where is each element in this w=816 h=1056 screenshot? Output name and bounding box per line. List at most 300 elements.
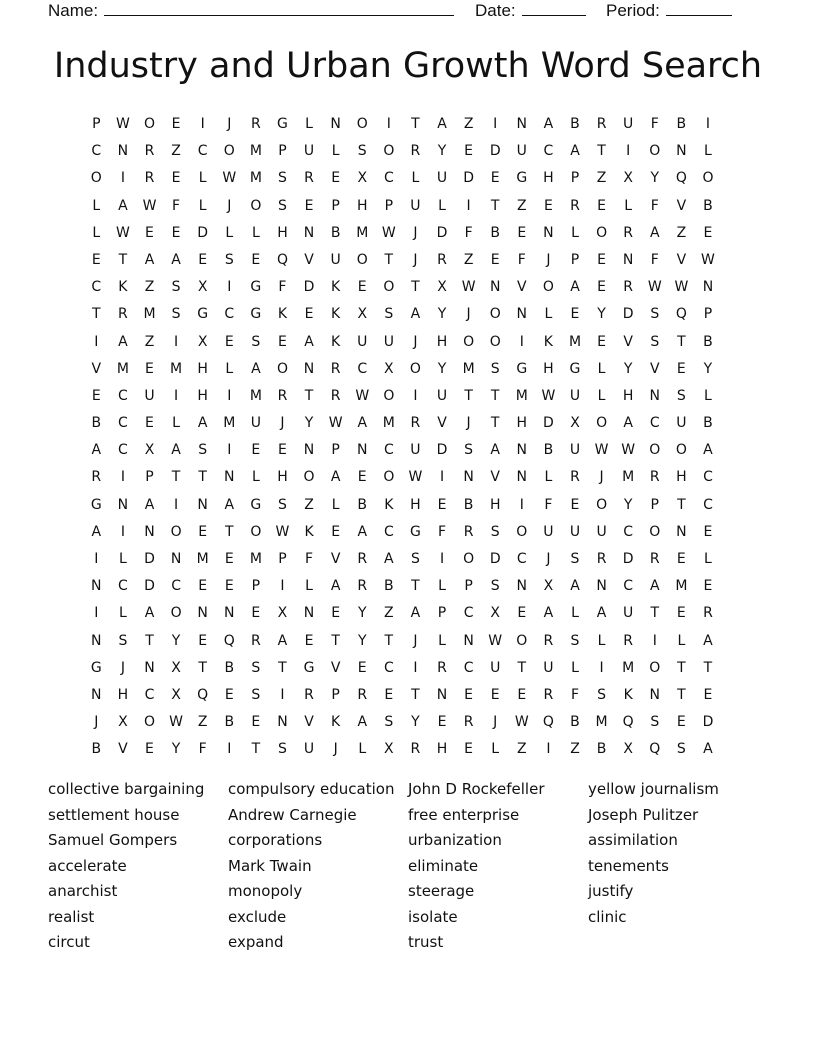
- grid-letter[interactable]: I: [413, 659, 418, 676]
- grid-letter[interactable]: M: [249, 143, 262, 160]
- grid-letter[interactable]: N: [224, 605, 235, 622]
- grid-letter[interactable]: I: [227, 387, 232, 404]
- grid-letter[interactable]: V: [649, 360, 660, 377]
- grid-letter[interactable]: C: [224, 306, 235, 323]
- grid-letter[interactable]: H: [410, 496, 421, 513]
- grid-letter[interactable]: W: [621, 442, 636, 459]
- grid-letter[interactable]: E: [171, 224, 181, 241]
- grid-letter[interactable]: A: [144, 605, 155, 622]
- grid-letter[interactable]: S: [410, 551, 420, 567]
- grid-letter[interactable]: E: [251, 442, 261, 459]
- grid-letter[interactable]: U: [569, 387, 581, 404]
- grid-letter[interactable]: O: [516, 523, 528, 540]
- grid-letter[interactable]: T: [198, 659, 207, 676]
- grid-letter[interactable]: N: [649, 387, 660, 404]
- grid-letter[interactable]: Z: [570, 741, 580, 758]
- grid-letter[interactable]: F: [437, 523, 447, 540]
- grid-letter[interactable]: M: [356, 224, 369, 241]
- grid-letter[interactable]: X: [277, 605, 288, 622]
- grid-letter[interactable]: T: [251, 741, 261, 758]
- grid-letter[interactable]: E: [278, 442, 287, 459]
- grid-letter[interactable]: W: [275, 523, 290, 540]
- grid-letter[interactable]: C: [623, 578, 634, 595]
- grid-letter[interactable]: K: [118, 279, 128, 296]
- grid-letter[interactable]: X: [490, 605, 500, 622]
- grid-letter[interactable]: I: [120, 170, 125, 187]
- grid-letter[interactable]: A: [490, 442, 500, 459]
- grid-letter[interactable]: Q: [197, 686, 209, 703]
- grid-letter[interactable]: Y: [437, 360, 447, 377]
- grid-letter[interactable]: Y: [357, 605, 367, 622]
- grid-letter[interactable]: I: [493, 116, 498, 132]
- grid-letter[interactable]: O: [250, 523, 262, 540]
- grid-letter[interactable]: M: [170, 360, 183, 377]
- grid-letter[interactable]: K: [331, 306, 341, 323]
- grid-letter[interactable]: L: [331, 143, 340, 160]
- grid-letter[interactable]: H: [277, 469, 288, 486]
- grid-letter[interactable]: E: [570, 306, 580, 323]
- grid-letter[interactable]: U: [623, 116, 634, 132]
- grid-letter[interactable]: R: [596, 551, 607, 567]
- grid-letter[interactable]: S: [650, 306, 660, 323]
- grid-letter[interactable]: P: [92, 116, 101, 132]
- grid-letter[interactable]: Y: [597, 306, 606, 323]
- grid-letter[interactable]: K: [304, 523, 314, 540]
- grid-letter[interactable]: N: [330, 116, 341, 132]
- grid-letter[interactable]: E: [676, 714, 686, 731]
- grid-letter[interactable]: A: [596, 605, 607, 622]
- grid-letter[interactable]: S: [171, 306, 181, 323]
- grid-letter[interactable]: E: [437, 714, 447, 731]
- grid-letter[interactable]: E: [597, 197, 606, 214]
- grid-letter[interactable]: E: [543, 197, 553, 214]
- grid-letter[interactable]: J: [280, 415, 285, 432]
- grid-letter[interactable]: R: [357, 551, 368, 567]
- grid-letter[interactable]: B: [703, 197, 713, 214]
- grid-letter[interactable]: L: [305, 116, 313, 132]
- grid-letter[interactable]: E: [357, 659, 367, 676]
- grid-letter[interactable]: V: [91, 360, 102, 377]
- grid-letter[interactable]: E: [251, 714, 261, 731]
- grid-letter[interactable]: S: [278, 496, 287, 513]
- grid-letter[interactable]: A: [623, 415, 633, 432]
- grid-letter[interactable]: Y: [411, 714, 420, 731]
- grid-letter[interactable]: A: [144, 496, 155, 513]
- grid-letter[interactable]: S: [357, 143, 367, 160]
- grid-letter[interactable]: J: [546, 251, 551, 268]
- grid-letter[interactable]: E: [145, 360, 154, 377]
- grid-letter[interactable]: L: [172, 415, 180, 432]
- grid-letter[interactable]: D: [489, 143, 501, 160]
- grid-letter[interactable]: O: [702, 170, 714, 187]
- grid-letter[interactable]: W: [594, 442, 609, 459]
- grid-letter[interactable]: O: [143, 116, 155, 132]
- grid-letter[interactable]: N: [224, 469, 235, 486]
- grid-letter[interactable]: R: [330, 360, 341, 377]
- grid-letter[interactable]: O: [170, 523, 182, 540]
- grid-letter[interactable]: L: [571, 224, 579, 241]
- grid-letter[interactable]: G: [277, 116, 288, 132]
- grid-letter[interactable]: T: [597, 143, 606, 160]
- grid-letter[interactable]: F: [464, 224, 473, 241]
- grid-letter[interactable]: R: [410, 741, 421, 758]
- grid-letter[interactable]: O: [276, 360, 288, 377]
- grid-letter[interactable]: I: [466, 197, 471, 214]
- grid-letter[interactable]: Y: [703, 360, 713, 377]
- grid-letter[interactable]: O: [383, 469, 395, 486]
- grid-letter[interactable]: L: [704, 551, 712, 567]
- grid-letter[interactable]: S: [278, 170, 287, 187]
- grid-letter[interactable]: Z: [144, 333, 155, 350]
- period-field[interactable]: [606, 0, 732, 20]
- grid-letter[interactable]: E: [517, 686, 527, 703]
- grid-letter[interactable]: K: [331, 279, 341, 296]
- grid-letter[interactable]: D: [144, 551, 155, 567]
- grid-letter[interactable]: J: [227, 197, 232, 214]
- grid-letter[interactable]: A: [118, 197, 128, 214]
- grid-letter[interactable]: U: [490, 659, 501, 676]
- grid-letter[interactable]: R: [596, 116, 607, 132]
- grid-letter[interactable]: I: [174, 387, 179, 404]
- grid-letter[interactable]: B: [91, 741, 102, 758]
- grid-letter[interactable]: F: [570, 686, 580, 703]
- grid-letter[interactable]: O: [463, 333, 475, 350]
- grid-letter[interactable]: T: [171, 469, 181, 486]
- grid-letter[interactable]: R: [304, 170, 314, 187]
- grid-letter[interactable]: E: [490, 686, 500, 703]
- grid-letter[interactable]: E: [676, 360, 686, 377]
- grid-letter[interactable]: A: [277, 632, 288, 649]
- grid-letter[interactable]: L: [704, 143, 712, 160]
- grid-letter[interactable]: F: [278, 279, 287, 296]
- grid-letter[interactable]: T: [92, 306, 101, 323]
- grid-letter[interactable]: L: [198, 197, 207, 214]
- grid-letter[interactable]: I: [705, 116, 711, 132]
- grid-letter[interactable]: L: [438, 632, 446, 649]
- grid-letter[interactable]: S: [650, 714, 660, 731]
- grid-letter[interactable]: M: [249, 551, 262, 567]
- grid-letter[interactable]: N: [622, 251, 634, 268]
- grid-letter[interactable]: A: [118, 333, 128, 350]
- grid-letter[interactable]: S: [597, 686, 607, 703]
- grid-letter[interactable]: O: [303, 469, 315, 486]
- grid-letter[interactable]: H: [117, 686, 129, 703]
- grid-letter[interactable]: C: [91, 279, 102, 296]
- grid-letter[interactable]: K: [331, 714, 341, 731]
- grid-letter[interactable]: T: [677, 333, 686, 350]
- grid-letter[interactable]: E: [464, 741, 474, 758]
- grid-letter[interactable]: S: [251, 686, 261, 703]
- grid-letter[interactable]: E: [171, 170, 181, 187]
- grid-letter[interactable]: V: [437, 415, 447, 432]
- grid-letter[interactable]: V: [304, 714, 314, 731]
- date-field[interactable]: [475, 0, 586, 20]
- grid-letter[interactable]: N: [596, 578, 607, 595]
- grid-letter[interactable]: T: [331, 632, 340, 649]
- grid-letter[interactable]: U: [569, 523, 581, 540]
- grid-letter[interactable]: U: [436, 387, 448, 404]
- grid-letter[interactable]: I: [439, 551, 445, 567]
- grid-letter[interactable]: R: [357, 686, 368, 703]
- grid-letter[interactable]: N: [91, 632, 102, 649]
- grid-letter[interactable]: A: [384, 551, 394, 567]
- grid-letter[interactable]: W: [514, 714, 529, 731]
- grid-letter[interactable]: M: [143, 306, 156, 323]
- grid-letter[interactable]: O: [409, 360, 421, 377]
- grid-letter[interactable]: P: [384, 197, 394, 214]
- grid-letter[interactable]: F: [650, 116, 659, 132]
- grid-letter[interactable]: H: [197, 387, 208, 404]
- grid-letter[interactable]: J: [94, 714, 99, 731]
- grid-letter[interactable]: A: [649, 578, 660, 595]
- grid-letter[interactable]: G: [250, 279, 262, 296]
- grid-letter[interactable]: Q: [649, 741, 661, 758]
- grid-letter[interactable]: Y: [437, 306, 447, 323]
- name-blank-line[interactable]: [104, 0, 454, 16]
- grid-letter[interactable]: E: [357, 279, 367, 296]
- grid-letter[interactable]: B: [703, 333, 713, 350]
- grid-letter[interactable]: I: [413, 387, 418, 404]
- grid-letter[interactable]: I: [120, 523, 125, 540]
- grid-letter[interactable]: B: [543, 442, 554, 459]
- grid-letter[interactable]: I: [94, 605, 99, 622]
- grid-letter[interactable]: A: [703, 741, 713, 758]
- grid-letter[interactable]: V: [304, 251, 314, 268]
- grid-letter[interactable]: O: [596, 496, 608, 513]
- grid-letter[interactable]: L: [677, 632, 686, 649]
- grid-letter[interactable]: E: [224, 578, 234, 595]
- grid-letter[interactable]: U: [623, 605, 634, 622]
- grid-letter[interactable]: G: [569, 360, 581, 377]
- grid-letter[interactable]: R: [623, 632, 634, 649]
- grid-letter[interactable]: C: [171, 578, 181, 595]
- grid-letter[interactable]: N: [277, 714, 288, 731]
- grid-letter[interactable]: V: [330, 659, 341, 676]
- grid-letter[interactable]: H: [622, 387, 634, 404]
- grid-letter[interactable]: X: [384, 360, 394, 377]
- grid-letter[interactable]: P: [570, 170, 580, 187]
- grid-letter[interactable]: C: [463, 659, 474, 676]
- grid-letter[interactable]: G: [303, 659, 315, 676]
- grid-letter[interactable]: N: [463, 632, 474, 649]
- grid-letter[interactable]: T: [198, 469, 207, 486]
- grid-letter[interactable]: W: [488, 632, 503, 649]
- grid-letter[interactable]: B: [570, 116, 580, 132]
- grid-letter[interactable]: F: [172, 197, 181, 214]
- grid-letter[interactable]: Z: [144, 279, 155, 296]
- grid-letter[interactable]: O: [383, 279, 395, 296]
- grid-letter[interactable]: I: [386, 116, 391, 132]
- grid-letter[interactable]: U: [436, 170, 448, 187]
- grid-letter[interactable]: J: [413, 333, 418, 350]
- grid-letter[interactable]: X: [197, 279, 208, 296]
- grid-letter[interactable]: Z: [676, 224, 687, 241]
- grid-letter[interactable]: A: [91, 523, 102, 540]
- name-field[interactable]: [48, 0, 454, 20]
- grid-letter[interactable]: F: [198, 741, 207, 758]
- grid-letter[interactable]: M: [622, 659, 635, 676]
- grid-letter[interactable]: A: [171, 251, 181, 268]
- grid-letter[interactable]: P: [703, 306, 713, 323]
- grid-letter[interactable]: M: [196, 551, 209, 567]
- grid-letter[interactable]: P: [650, 496, 659, 513]
- grid-letter[interactable]: R: [118, 306, 128, 323]
- grid-letter[interactable]: I: [599, 659, 604, 676]
- grid-letter[interactable]: T: [677, 496, 686, 513]
- grid-letter[interactable]: V: [676, 197, 687, 214]
- grid-letter[interactable]: W: [541, 387, 556, 404]
- grid-letter[interactable]: N: [144, 523, 155, 540]
- grid-letter[interactable]: E: [703, 224, 713, 241]
- grid-letter[interactable]: P: [331, 442, 340, 459]
- grid-letter[interactable]: E: [198, 523, 208, 540]
- grid-letter[interactable]: I: [519, 333, 524, 350]
- grid-letter[interactable]: L: [544, 469, 553, 486]
- grid-letter[interactable]: Z: [517, 197, 527, 214]
- grid-letter[interactable]: R: [410, 415, 421, 432]
- grid-letter[interactable]: L: [225, 224, 234, 241]
- grid-letter[interactable]: S: [490, 578, 500, 595]
- grid-letter[interactable]: G: [90, 659, 102, 676]
- grid-letter[interactable]: O: [250, 197, 262, 214]
- grid-letter[interactable]: N: [516, 469, 528, 486]
- grid-letter[interactable]: N: [197, 496, 208, 513]
- grid-letter[interactable]: E: [597, 333, 606, 350]
- grid-letter[interactable]: I: [200, 116, 205, 132]
- grid-letter[interactable]: K: [331, 333, 341, 350]
- grid-letter[interactable]: T: [677, 659, 686, 676]
- grid-letter[interactable]: M: [223, 415, 236, 432]
- grid-letter[interactable]: R: [623, 224, 634, 241]
- grid-letter[interactable]: L: [118, 605, 127, 622]
- grid-letter[interactable]: N: [303, 224, 315, 241]
- grid-letter[interactable]: I: [280, 686, 285, 703]
- grid-letter[interactable]: O: [649, 659, 661, 676]
- grid-letter[interactable]: L: [331, 496, 340, 513]
- grid-letter[interactable]: J: [599, 469, 604, 486]
- grid-letter[interactable]: U: [330, 251, 341, 268]
- grid-letter[interactable]: C: [649, 415, 660, 432]
- grid-letter[interactable]: D: [463, 170, 474, 187]
- grid-letter[interactable]: N: [516, 306, 528, 323]
- grid-letter[interactable]: H: [436, 333, 448, 350]
- grid-letter[interactable]: L: [571, 659, 579, 676]
- grid-letter[interactable]: Y: [623, 496, 633, 513]
- grid-letter[interactable]: F: [517, 251, 526, 268]
- grid-letter[interactable]: F: [305, 551, 314, 567]
- grid-letter[interactable]: E: [198, 578, 208, 595]
- grid-letter[interactable]: E: [91, 387, 101, 404]
- grid-letter[interactable]: H: [356, 197, 368, 214]
- grid-letter[interactable]: W: [115, 224, 130, 241]
- grid-letter[interactable]: D: [303, 279, 315, 296]
- grid-letter[interactable]: W: [142, 197, 157, 214]
- grid-letter[interactable]: B: [224, 659, 235, 676]
- grid-letter[interactable]: D: [489, 551, 501, 567]
- grid-letter[interactable]: N: [676, 523, 687, 540]
- grid-letter[interactable]: M: [622, 469, 635, 486]
- grid-letter[interactable]: I: [439, 469, 445, 486]
- grid-letter[interactable]: L: [358, 741, 367, 758]
- grid-letter[interactable]: A: [330, 578, 341, 595]
- grid-letter[interactable]: R: [649, 469, 660, 486]
- grid-letter[interactable]: N: [303, 360, 315, 377]
- grid-letter[interactable]: I: [626, 143, 631, 160]
- grid-letter[interactable]: S: [650, 333, 660, 350]
- grid-letter[interactable]: Q: [675, 306, 687, 323]
- grid-letter[interactable]: A: [357, 415, 368, 432]
- grid-letter[interactable]: S: [251, 333, 261, 350]
- grid-letter[interactable]: A: [410, 605, 421, 622]
- grid-letter[interactable]: O: [356, 251, 368, 268]
- grid-letter[interactable]: I: [546, 741, 551, 758]
- grid-letter[interactable]: J: [546, 551, 551, 567]
- grid-letter[interactable]: R: [357, 578, 368, 595]
- grid-letter[interactable]: B: [224, 714, 235, 731]
- grid-letter[interactable]: B: [91, 415, 102, 432]
- grid-letter[interactable]: B: [570, 714, 580, 731]
- grid-letter[interactable]: V: [676, 251, 687, 268]
- grid-letter[interactable]: H: [516, 415, 528, 432]
- grid-letter[interactable]: P: [251, 578, 261, 595]
- grid-letter[interactable]: C: [118, 442, 128, 459]
- grid-letter[interactable]: T: [650, 605, 660, 622]
- grid-letter[interactable]: N: [516, 116, 528, 132]
- grid-letter[interactable]: C: [383, 659, 394, 676]
- grid-letter[interactable]: N: [303, 605, 315, 622]
- grid-letter[interactable]: Y: [171, 632, 181, 649]
- grid-letter[interactable]: I: [652, 632, 657, 649]
- grid-letter[interactable]: K: [277, 306, 288, 323]
- grid-letter[interactable]: R: [543, 632, 554, 649]
- grid-letter[interactable]: R: [144, 170, 155, 187]
- grid-letter[interactable]: E: [490, 251, 500, 268]
- grid-letter[interactable]: A: [330, 469, 341, 486]
- grid-letter[interactable]: A: [144, 251, 155, 268]
- grid-letter[interactable]: S: [171, 279, 181, 296]
- grid-letter[interactable]: G: [250, 496, 262, 513]
- grid-letter[interactable]: E: [198, 251, 208, 268]
- grid-letter[interactable]: Q: [542, 714, 554, 731]
- grid-letter[interactable]: X: [118, 714, 128, 731]
- grid-letter[interactable]: N: [649, 686, 660, 703]
- grid-letter[interactable]: R: [330, 387, 341, 404]
- grid-letter[interactable]: C: [623, 523, 634, 540]
- grid-letter[interactable]: S: [676, 741, 686, 758]
- grid-letter[interactable]: R: [410, 143, 421, 160]
- grid-letter[interactable]: S: [570, 551, 580, 567]
- grid-letter[interactable]: O: [649, 442, 661, 459]
- grid-letter[interactable]: N: [676, 143, 687, 160]
- grid-letter[interactable]: R: [570, 197, 580, 214]
- grid-letter[interactable]: L: [624, 197, 633, 214]
- grid-letter[interactable]: D: [622, 306, 634, 323]
- grid-letter[interactable]: W: [222, 170, 237, 187]
- grid-letter[interactable]: O: [649, 143, 661, 160]
- grid-letter[interactable]: Z: [463, 251, 474, 268]
- grid-letter[interactable]: M: [462, 360, 475, 377]
- grid-letter[interactable]: B: [596, 741, 607, 758]
- grid-letter[interactable]: B: [703, 415, 713, 432]
- grid-letter[interactable]: S: [278, 741, 287, 758]
- grid-letter[interactable]: D: [436, 442, 448, 459]
- grid-letter[interactable]: C: [118, 415, 128, 432]
- grid-letter[interactable]: A: [357, 523, 368, 540]
- grid-letter[interactable]: E: [676, 551, 686, 567]
- grid-letter[interactable]: U: [410, 197, 421, 214]
- grid-letter[interactable]: X: [384, 741, 394, 758]
- grid-letter[interactable]: A: [410, 306, 421, 323]
